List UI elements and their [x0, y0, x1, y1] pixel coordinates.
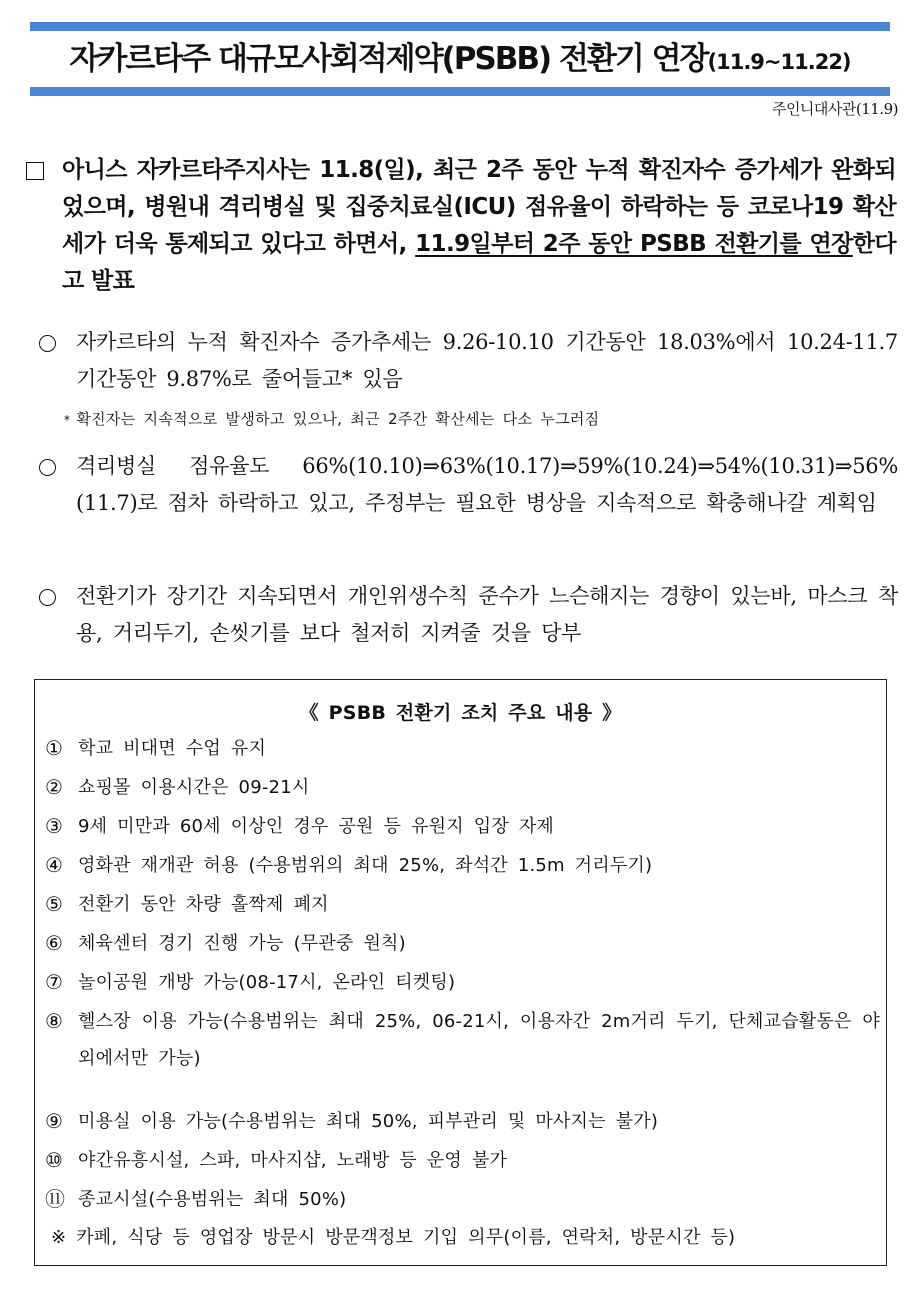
measures-title: 《 PSBB 전환기 조치 주요 내용 》	[299, 702, 622, 724]
point-text: 전환기가 장기간 지속되면서 개인위생수칙 준수가 느슨해지는 경향이 있는바, 마스크 착용, 거리두기, 손씻기를 보다 철저히 지켜줄 것을 당부	[76, 584, 898, 645]
item-number: ⑤	[45, 892, 64, 916]
circle-bullet-icon	[39, 335, 56, 352]
headline-end: 한다고 발표	[62, 231, 896, 294]
measures-box	[34, 679, 887, 1266]
measure-item	[45, 925, 880, 962]
item-text: 쇼핑몰 이용시간은 09-21시	[78, 777, 310, 798]
headline-text	[62, 152, 896, 300]
square-bullet-icon	[26, 162, 44, 180]
item-text: 헬스장 이용 가능(수용범위는 최대 25%, 06-21시, 이용자간 2m거리 두기, 단체교습활동은 야외에서만 가능)	[78, 1011, 880, 1069]
measure-item	[45, 1003, 880, 1077]
item-number: ⑧	[45, 1009, 64, 1033]
note-marker: *	[64, 413, 71, 427]
page-title-period: (11.9~11.22)	[707, 50, 851, 74]
item-text: 학교 비대면 수업 유지	[78, 738, 267, 759]
measure-item	[45, 847, 880, 884]
point-item	[36, 324, 898, 398]
measure-item	[45, 1142, 880, 1179]
title-bar-bottom	[30, 87, 890, 96]
item-number: ②	[45, 775, 64, 799]
measure-item	[45, 964, 880, 1001]
item-text: 체육센터 경기 진행 가능 (무관중 원칙)	[78, 933, 406, 954]
item-number: ⑨	[45, 1109, 64, 1133]
measure-item	[45, 1181, 880, 1218]
measure-item	[45, 808, 880, 845]
item-number: ④	[45, 853, 64, 877]
item-text: 놀이공원 개방 가능(08-17시, 온라인 티켓팅)	[78, 972, 456, 993]
point-text: 자카르타의 누적 확진자수 증가추세는 9.26-10.10 기간동안 18.03%에서 10.24-11.7 기간동안 9.87%로 줄어들고* 있음	[76, 330, 898, 391]
measure-item	[45, 769, 880, 806]
item-number: ⑦	[45, 970, 64, 994]
title-bar-top	[30, 22, 890, 31]
point-text: 격리병실 점유율도 66%(10.10)⇒63%(10.17)⇒59%(10.24)⇒54%(10.31)⇒56%(11.7)로 점차 하락하고 있고, 주정부는 필요한 병상을 지속적으로 확충해나갈 계획임	[76, 454, 898, 515]
item-number: ⑩	[45, 1148, 64, 1172]
item-text: 야간유흥시설, 스파, 마사지샵, 노래방 등 운영 불가	[78, 1150, 508, 1171]
measure-item	[45, 1103, 880, 1140]
point-item	[36, 448, 898, 522]
measure-item	[45, 886, 880, 923]
item-number: ⑥	[45, 931, 64, 955]
item-text: 영화관 재개관 허용 (수용범위의 최대 25%, 좌석간 1.5m 거리두기)	[78, 855, 653, 876]
headline-paragraph	[26, 152, 896, 300]
source-label: 주인니대사관(11.9)	[771, 100, 898, 118]
measures-footnote: ※ 카페, 식당 등 영업장 방문시 방문객정보 기입 의무(이름, 연락처, 방문시간 등)	[51, 1227, 736, 1248]
item-text: 전환기 동안 차량 홀짝제 폐지	[78, 894, 329, 915]
circle-bullet-icon	[39, 459, 56, 476]
page-title-main: 자카르타주 대규모사회적제약(PSBB) 전환기 연장	[69, 41, 708, 77]
note-text: 확진자는 지속적으로 발생하고 있으나, 최근 2주간 확산세는 다소 누그러짐	[76, 410, 600, 428]
headline-main: 아니스 자카르타주지사는 11.8(일), 최근 2주 동안 누적 확진자수 증가세가 완화되었으며, 병원내 격리병실 및 집중치료실(ICU) 점유율이 하락하는 등 코로나19 확산세가 더욱 통제되고 있다고 하면서,	[62, 157, 896, 257]
item-number: ①	[45, 736, 64, 760]
item-text: 9세 미만과 60세 이상인 경우 공원 등 유원지 입장 자제	[78, 816, 555, 837]
item-text: 종교시설(수용범위는 최대 50%)	[78, 1189, 347, 1210]
headline-underlined: 11.9일부터 2주 동안 PSBB 전환기를 연장	[415, 231, 853, 257]
item-text: 미용실 이용 가능(수용범위는 최대 50%, 피부관리 및 마사지는 불가)	[78, 1111, 659, 1132]
circle-bullet-icon	[39, 589, 56, 606]
item-number: ⑪	[45, 1187, 66, 1211]
page-title	[30, 31, 890, 87]
footnote-note	[64, 408, 599, 429]
item-number: ③	[45, 814, 64, 838]
measure-item	[45, 730, 880, 767]
point-item	[36, 578, 898, 652]
